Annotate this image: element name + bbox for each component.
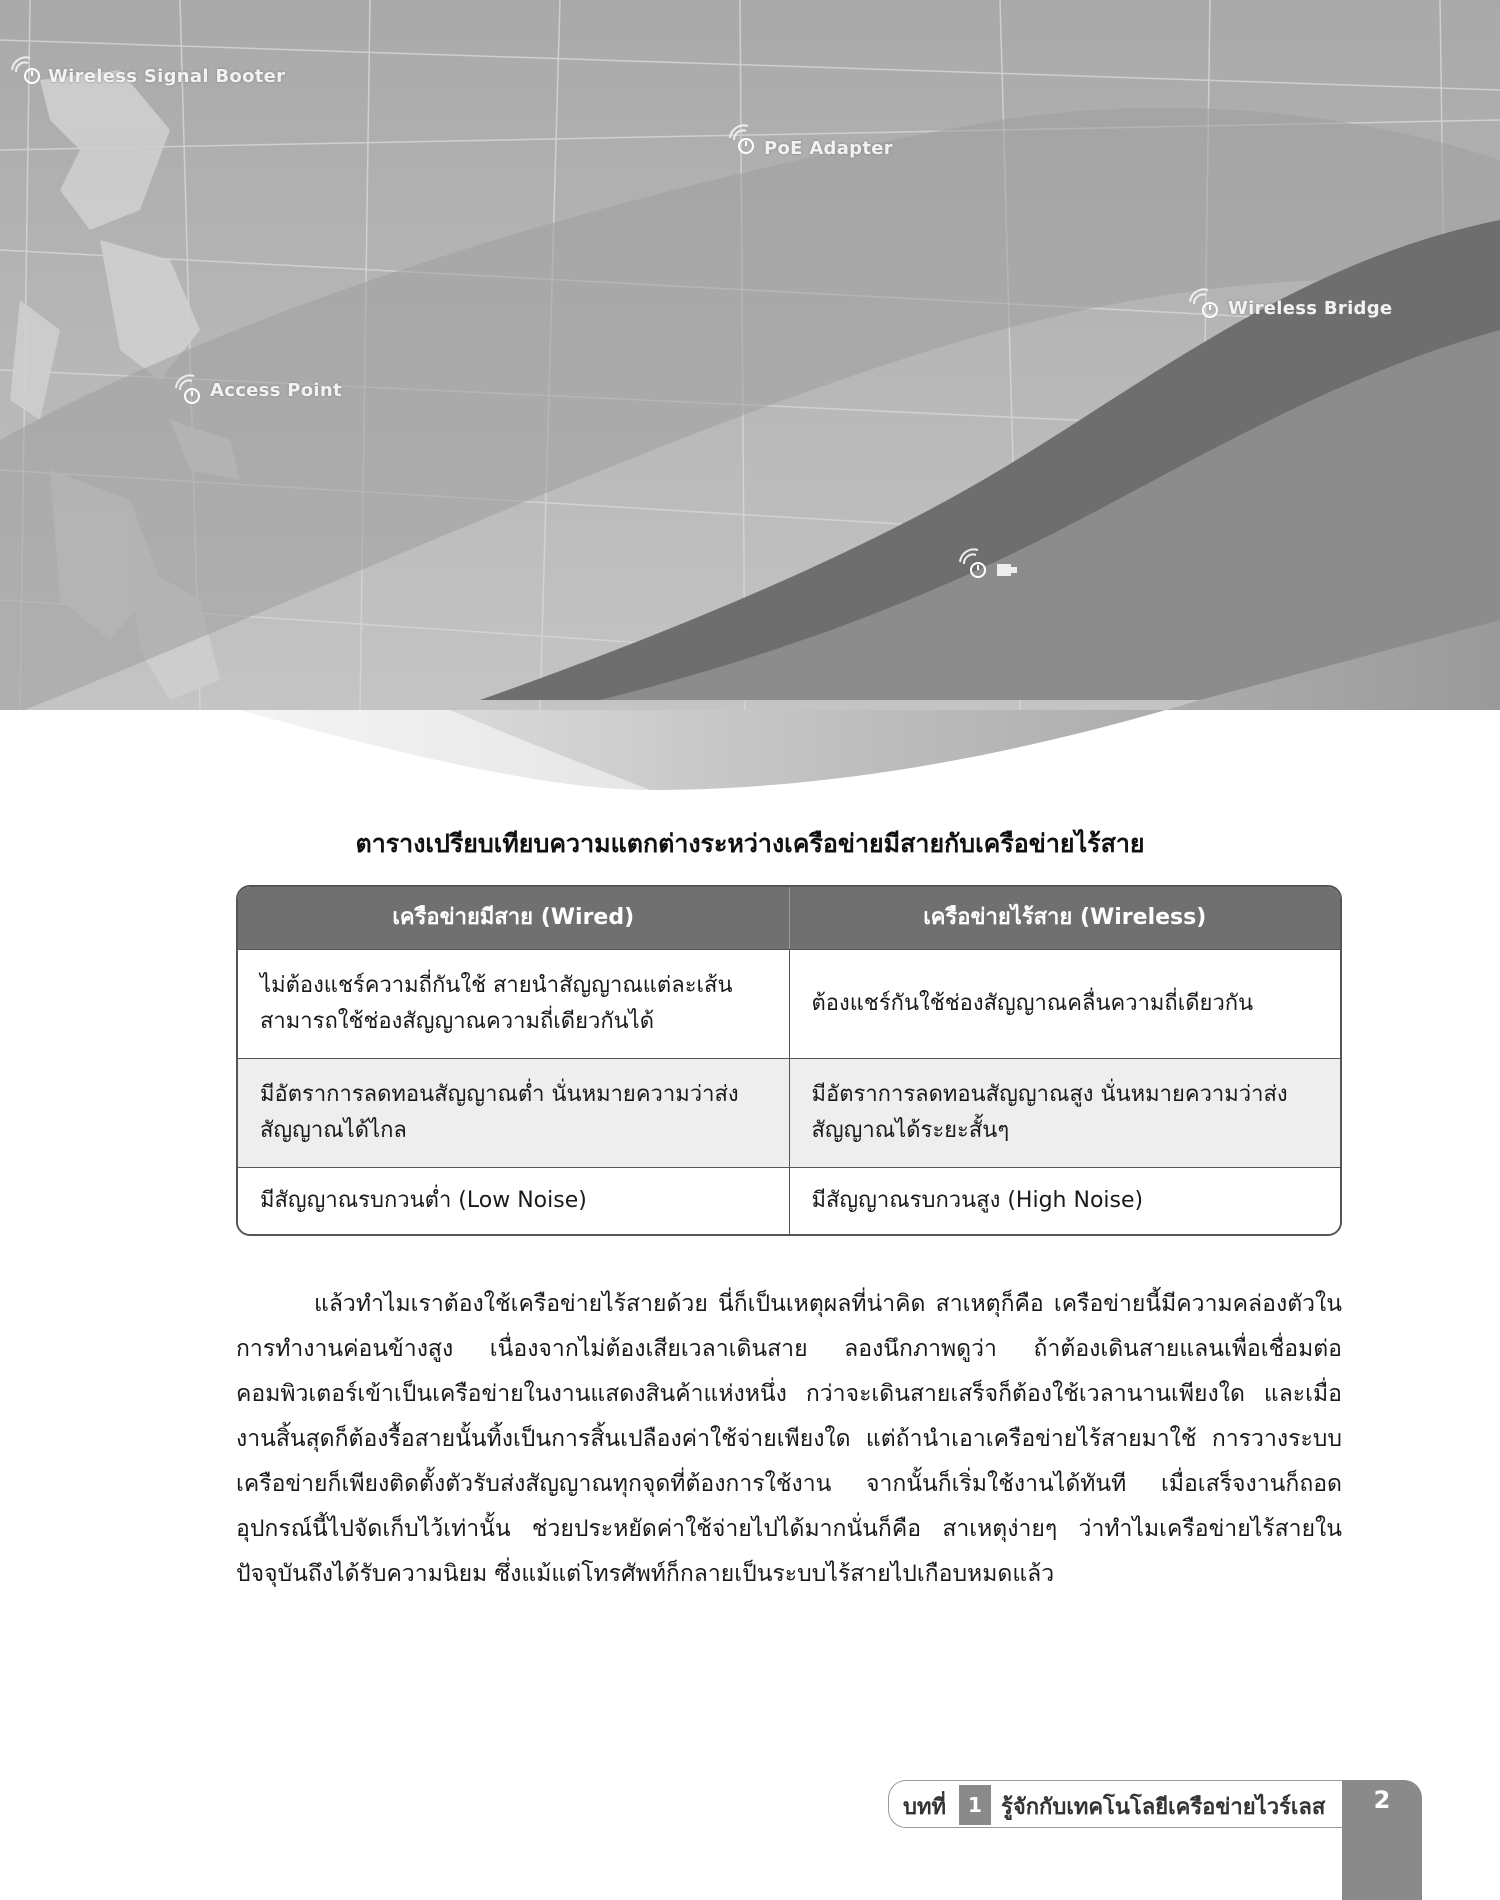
chapter-number: 1 xyxy=(959,1785,991,1825)
table-row xyxy=(238,1058,1340,1167)
table-title: ตารางเปรียบเทียบความแตกต่างระหว่างเครือข่ายมีสายกับเครือข่ายไร้สาย xyxy=(355,829,1145,858)
device-icon xyxy=(996,562,1018,578)
comparison-table xyxy=(236,885,1342,1236)
header-wired: เครือข่ายมีสาย (Wired) xyxy=(392,905,635,930)
table-cell-wireless: มีสัญญาณรบกวนสูง (High Noise) xyxy=(789,1168,1341,1234)
wifi-signal-icon xyxy=(950,542,994,586)
label-poe-adapter: PoE Adapter xyxy=(764,138,893,159)
page-footer xyxy=(888,1780,1422,1830)
table-header-row xyxy=(238,887,1340,949)
header-wireless: เครือข่ายไร้สาย (Wireless) xyxy=(789,887,1341,949)
wifi-signal-icon xyxy=(166,368,210,412)
wifi-signal-icon xyxy=(720,118,764,162)
table-row xyxy=(238,1167,1340,1234)
chapter-word: บทที่ xyxy=(903,1795,946,1820)
table-cell-wireless: ต้องแชร์กันใช้ช่องสัญญาณคลื่นความถี่เดียวกัน xyxy=(789,950,1341,1058)
table-cell-wired: ไม่ต้องแชร์ความถี่กันใช้ สายนำสัญญาณแต่ละเส้น สามารถใช้ช่องสัญญาณความถี่เดียวกันได้ xyxy=(260,973,733,1034)
body-paragraph-text: แล้วทำไมเราต้องใช้เครือข่ายไร้สายด้วย นี่ก็เป็นเหตุผลที่น่าคิด สาเหตุก็คือ เครือข่ายนี้มีความคล่องตัวในการทำงานค่อนข้างสูง เนื่องจากไม่ต้องเสียเวลาเดินสาย ลองนึกภาพดูว่า ถ้าต้องเดินสายแลนเพื่อเชื่อมต่อคอมพิวเตอร์เข้าเป็นเครือข่ายในงานแสดงสินค้าแห่งหนึ่ง กว่าจะเดินสายเสร็จก็ต้องใช้เวลานานเพียงใด และเมื่องานสิ้นสุดก็ต้องรื้อสายนั้นทิ้งเป็นการสิ้นเปลืองค่าใช้จ่ายเพียงใด แต่ถ้านำเอาเครือข่ายไร้สายมาใช้ การวางระบบเครือข่ายก็เพียงติดตั้งตัวรับส่งสัญญาณทุกจุดที่ต้องการใช้งาน จากนั้นก็เริ่มใช้งานได้ทันที เมื่อเสร็จงานก็ถอดอุปกรณ์นี้ไปจัดเก็บไว้เท่านั้น ช่วยประหยัดค่าใช้จ่ายไปได้มากนั่นก็คือ สาเหตุง่ายๆ ว่าทำไมเครือข่ายไร้สายในปัจจุบันถึงได้รับความนิยม ซึ่งแม้แต่โทรศัพท์ก็กลายเป็นระบบไร้สายไปเกือบหมดแล้ว xyxy=(236,1291,1342,1587)
table-cell-wired: มีสัญญาณรบกวนต่ำ (Low Noise) xyxy=(260,1188,587,1213)
label-wireless-bridge: Wireless Bridge xyxy=(1228,298,1393,319)
page-number: 2 xyxy=(1373,1786,1391,1814)
label-access-point: Access Point xyxy=(210,380,342,401)
banner-illustration xyxy=(0,0,1500,800)
wifi-signal-icon xyxy=(1180,282,1224,326)
table-cell-wireless: มีอัตราการลดทอนสัญญาณสูง นั่นหมายความว่าส่งสัญญาณได้ระยะสั้นๆ xyxy=(789,1059,1341,1167)
chapter-header-box xyxy=(888,1780,1348,1828)
table-cell-wired: มีอัตราการลดทอนสัญญาณต่ำ นั่นหมายความว่าส่งสัญญาณได้ไกล xyxy=(260,1082,739,1143)
label-wireless-signal-booster: Wireless Signal Booter xyxy=(48,66,286,87)
table-row xyxy=(238,949,1340,1058)
body-paragraph xyxy=(236,1282,1342,1597)
page-number-tab xyxy=(1342,1780,1422,1900)
wifi-signal-icon xyxy=(2,50,46,94)
chapter-title: รู้จักกับเทคโนโลยีเครือข่ายไวร์เลส xyxy=(1001,1795,1326,1820)
